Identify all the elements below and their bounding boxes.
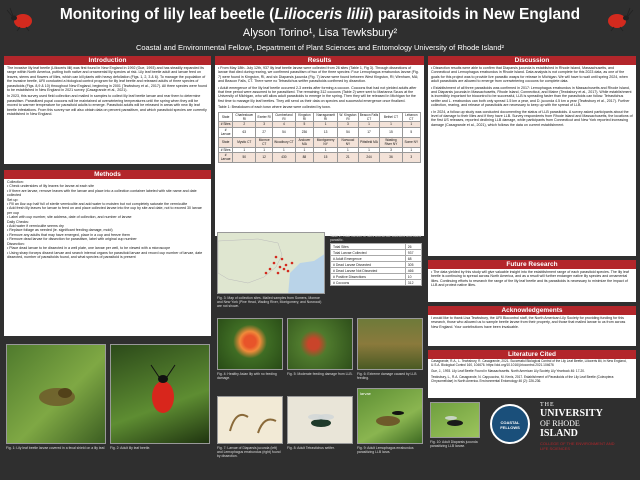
table2-value: 312 (405, 280, 421, 286)
table1-cell: 27 (256, 127, 273, 137)
uri-logo (540, 402, 636, 472)
table1-row (219, 137, 421, 147)
table2-value: 10 (405, 274, 421, 280)
table1-cell: State (219, 137, 233, 147)
table1-cell: 54 (338, 127, 359, 137)
fig4-photo (217, 318, 283, 370)
fig9-photo (357, 388, 423, 444)
table2-value: 68 (405, 256, 421, 262)
table1-cell: Exeter RI (256, 112, 273, 122)
table1-cell: 3 (402, 152, 420, 162)
larvae-label: larvae (360, 391, 371, 396)
table1-cell: 1 (256, 147, 273, 152)
table1-cell: # Sites (219, 147, 233, 152)
logo-line1: THE (540, 402, 555, 408)
table1-cell: 236 (295, 127, 313, 137)
table1-cell: 1 (314, 122, 338, 127)
table1-cell: 1 (358, 122, 380, 127)
literature-heading: Literature Cited (428, 350, 636, 359)
fig2-photo (110, 344, 210, 444)
intro-paragraph-1: The invasive lily leaf beetle (Lilioceris lilii) was first found in New England in 1992 (Gue, 1993) and has steadily expanded its range within North America, putting both native and ornamental lily species at risk. Lily leaf beetle adult and larvae feed on leaves, stems and flowers of lilies, which can kill plants with heavy defoliation (Figs. 1, 2, 3 & 6). To manage the population of the invasive beetle, URI conducted a biological control program for lily leaf beetle and released adults of three species of parasitoids (Figs. 8,9 & 10) throughout New England, beginning in 2001 (Tewksbury et al., 2017). All three species were found to be established in New England in 2021 survey (Casagrande et al., 2021). (7, 66, 207, 93)
table1-cell: 12 (256, 152, 273, 162)
table1-cell: Monroe CT (256, 137, 273, 147)
discussion-heading: Discussion (428, 56, 636, 65)
table1-cell: 17 (358, 127, 380, 137)
table2-caption: Table 2: Total number of sites and larvae collected and found parasitic. (330, 234, 422, 242)
table1-cell: Bethel CT (380, 112, 402, 122)
table2 (330, 243, 422, 286)
table2-label: # Dead Larvae Not Dissected (331, 268, 406, 274)
discussion-item: • In 2024, a follow-up study was conducted documenting the status of LLB parasitoids. A survey asked participants about the level of damage to their lilies and if they have LLB. Survey respondents from Rhode Island and Massachusetts, the locations of the first US releases, reported declining LLB damage, while participants from Connecticut and New York reported increasing damage (Casagrande et al., 2021), which follows the data on current establishment. (431, 109, 633, 127)
table1-cell: Norwood NY (338, 137, 359, 147)
fig10-caption: Fig. 10: Adult Diaparsis jucunda parasitizing LLB larvae. (430, 440, 478, 448)
methods-item: • Using sharp forceps dissect larvae and search internal organs for parasitoid larvae and record cup number of larvae, date dissected, number of parasitoids found, and what species of parasitoid is present (7, 250, 203, 259)
fig8-caption: Fig. 8: Adult Tetrastichus setifer. (287, 446, 335, 450)
fig4-caption: Fig. 4: Healthy Asian lily with no feeding damage. (217, 372, 277, 380)
table1-cell: 1 (358, 147, 380, 152)
table2-label: # Cocoons (331, 280, 406, 286)
table1-cell: 54 (273, 127, 296, 137)
table1-cell: Kingston RI (295, 112, 313, 122)
fig1-caption: Fig. 1: Lily leaf beetle larvae covered in a fecal shield on a lily leaf. (6, 446, 106, 450)
coastal-fellows-seal (490, 404, 530, 444)
methods-item: • If there are larvae, remove leaves with the larvae and place into a collection container labeled with site name and date collected (7, 188, 197, 198)
table2-value: 305 (405, 262, 421, 268)
table1-cell: 1 (295, 147, 313, 152)
methods-item: • Add water if vermiculite seems dry (7, 224, 64, 229)
discussion-item: • Establishment of all three parasitoids was confirmed in 2017: Lemophagus errabundus in Massachusetts and Rhode Island, and Diaparsis jucunda in Massachusetts, Rhode Island, Connecticut, and Maine (Tewksbury et al., 2017). While establishment is incredibly important for biocontrol to be successful, LLB is spreading faster than the parasitoids can follow. Tetrastichus setifer and L. errabundus can both only spread 1.5 km a year, and D. jucunda 4.5 km a year (Tewksbury et al., 2017). Further collection, rearing, and release of parasitoids are necessary to keep up with the spread of LLB. (431, 85, 632, 108)
methods-panel (4, 170, 211, 336)
table1-cell: 1 (402, 122, 420, 127)
fig7-photo (217, 396, 283, 444)
acknowledgements-heading: Acknowledgements (428, 306, 636, 315)
table1-cell: 2 (233, 122, 256, 127)
table2-label: # Dead Larvae Dissected (331, 262, 406, 268)
fig7-caption: Fig. 7: Larvae of Diaparsis jucunda (left) and Lemophagus errabundus (right) found by dissection. (217, 446, 281, 458)
poster-title (0, 6, 640, 24)
table1-caption: Table 1: Breakdown of each town where larvae were collected by town. (218, 105, 331, 110)
table1-row (219, 152, 421, 162)
methods-item: Dissection: (7, 241, 25, 246)
table1 (218, 112, 421, 163)
title-species: Lilioceris lilii (274, 6, 369, 23)
table1-cell: State (219, 112, 233, 122)
fig6-caption: Fig. 6: Extreme damage caused by LLB feeding. (357, 372, 417, 380)
table1-header-row (219, 112, 421, 122)
future-research-heading: Future Research (428, 260, 636, 269)
intro-paragraph-2: In 2023, this survey used field collection and mailed in samples to collect lily leaf beetle larvae and rear them to determine parasitism. Parasitized pupal cocoons will be maintained at overwintering temperatures until the spring when they will be moved to warmer temperature for parasitoid adults to emerge. Parasitoid adults will be released in areas with new lily leaf beetle infestations. From this survey we will also obtain data on percent parasitism, and which parasitoid species are currently established in New England. (7, 94, 207, 117)
table1-cell: Narragansett RI (314, 112, 338, 122)
table1-cell: 13 (314, 127, 338, 137)
methods-list (4, 179, 211, 260)
literature-item: Casagrande, R.A., L. Tewksbury, R. Casagrande, 2021. Successful Biological Control of the Lily Leaf Beetle, Lilioceris lilii, in New England, U.S.A. Biological Control 160, 104676. https://doi.org/10.1016/j.biocontrol.2021.104676 (431, 359, 627, 367)
table2-value: 937 (405, 250, 421, 256)
table1-cell: Cumberland RI (273, 112, 296, 122)
table2-label: Total Sites (331, 244, 406, 250)
table1-cell: 1 (338, 147, 359, 152)
table1-cell: # Larvae (219, 127, 233, 137)
table1-cell: Mystic CT (233, 137, 256, 147)
table2-value: 466 (405, 268, 421, 274)
title-suffix: ) parasitoids in New England (368, 6, 581, 23)
methods-item: • Fill an 8oz cup half full of sterile vermiculite and add water to moisten but not completely saturate the vermiculite (7, 202, 188, 207)
fig6-photo (357, 318, 423, 370)
fig5-photo (287, 318, 353, 370)
methods-item: • Replace foliage as needed (ie. significant feeding damage, mold) (7, 228, 113, 233)
beetle-icon-right (600, 6, 634, 32)
table1-cell: 4 (273, 122, 296, 127)
literature-panel (428, 350, 636, 398)
methods-item: Set up: (7, 197, 19, 202)
beetle-icon-left (6, 6, 40, 32)
table1-row (219, 127, 421, 137)
table1-cell: 50 (233, 152, 256, 162)
table2-block (330, 234, 422, 286)
table1-cell: 1 (314, 147, 338, 152)
methods-item: • Add fresh lily leaves for larvae to feed on and place collected larvae into the cup by site and date, not to exceed 30 larvae per cup (7, 206, 202, 215)
table1-cell: Pittsfield MA (358, 137, 380, 147)
table1-cell: 88 (295, 152, 313, 162)
logo-line3: OF RHODE (540, 419, 580, 428)
results-item: • From May 18th- July 12th, 937 lily leaf beetle larvae were collected from 26 sites (Table 1, Fig 3). Through dissections of larvae that died during rearing, we confirmed parasitism of two of the three species: Four Lemophagus errabundus larvae (Fig. 7) were found in Kingston, RI, and six Diaparsis jucunda (Fig. 7) larvae were found between West Kingston, RI; Wenham, MA; and Beacon Falls, CT. There were no Tetrastichus setifer parasitoids confirmed by dissection. (218, 66, 419, 84)
table1-cell: # Sites (219, 122, 233, 127)
table1-cell: 3 (256, 122, 273, 127)
logo-line2: UNIVERSITY (540, 408, 603, 419)
fig5-caption: Fig. 5: Moderate feeding damage from LLB. (287, 372, 353, 376)
introduction-panel (4, 56, 211, 164)
methods-item: • Remove any adults that may have emerged, place in a cup and freeze them (7, 232, 130, 237)
table1-cell: 21 (338, 152, 359, 162)
table1-cell: Andover MA (295, 137, 313, 147)
collection-site-map (217, 232, 325, 294)
table1-cell: 3 (380, 147, 402, 152)
table1-cell: 36 (380, 152, 402, 162)
table2-value: 26 (405, 244, 421, 250)
fig1-photo (6, 344, 106, 444)
table1-cell: 63 (233, 127, 256, 137)
methods-heading: Methods (4, 170, 211, 179)
table1-cell: Woodbury CT (273, 137, 296, 147)
table1-cell: Beacon Falls CT (359, 112, 379, 122)
future-research-panel (428, 260, 636, 302)
table1-cell: 5 (402, 127, 420, 137)
affiliation: Coastal and Environmental Fellow¹, Department of Plant Sciences and Entomology University of Rhode Island² (135, 43, 505, 52)
table1-cell: W. Kingston RI (339, 112, 357, 122)
discussion-panel (428, 56, 636, 256)
title-prefix: Monitoring of lily leaf beetle ( (59, 6, 275, 23)
fig3-caption: Fig. 3: Map of collection sites. Mailed samples from Somers, Monroe and New York (Pine Head, Wading River, Montgomery, and Norwood) are not shown. (217, 296, 322, 308)
table1-cell: Lebanon CT (402, 112, 420, 122)
table1-cell: Montgomery NY (314, 137, 338, 147)
discussion-item: • Dissection results were able to confirm that Diaparsis jucunda is established in Rhode Island, Massachusetts, and Connecticut and Lemophagus errabundus in Rhode Island. Data analysis is not complete for this 2023 data, as one of the goals for this project was to provide live parasitic wasps for release in Michigan. We will have to wait until spring 2024, when adult parasitoids are allowed to emerge from overwintering cocoons for complete data. (431, 66, 628, 84)
table2-label: # Adult Emergence (331, 256, 406, 262)
table1-cell: 1 (402, 147, 420, 152)
results-panel (215, 56, 424, 236)
seal-text: COASTAL FELLOWS (500, 420, 520, 430)
table1-cell: 5 (295, 122, 313, 127)
results-heading: Results (215, 56, 424, 65)
table1-cell: 430 (273, 152, 296, 162)
table1-cell: 15 (380, 127, 402, 137)
fig9-caption: Fig. 9: Adult Lemophagus errabundus parasitizing LLB larva. (357, 446, 414, 454)
authors: Alyson Torino¹, Lisa Tewksbury² (242, 27, 398, 39)
table1-cell: Charlestown RI (233, 112, 256, 122)
logo-sub: COLLEGE OF THE ENVIRONMENT AND LIFE SCIENCES (540, 441, 615, 451)
fig10-photo (430, 402, 480, 438)
table2-row (331, 280, 422, 286)
fig2-caption: Fig. 2: Adult lily leaf beetle. (110, 446, 151, 450)
acknowledgements-panel (428, 306, 636, 346)
logo-line4: ISLAND (540, 428, 578, 439)
table1-cell: # Larvae (219, 152, 233, 162)
table1-cell: 244 (358, 152, 380, 162)
methods-item: • Check undersides of lily leaves for larvae at each site (7, 184, 94, 189)
methods-item: Daily Checks: (7, 219, 29, 224)
table1-cell: 1 (273, 147, 296, 152)
results-item: • Adult emergence of the lily leaf beetle occurred 2-3 weeks after forming a cocoon. Cocoons that had not yielded adults after that time period were assumed to be parasitized. The remaining 312 cocoons (Table 2) were sent to Marianna Szucs at the University of Michigan, who will allow adult parasitoids to emerge in the spring. Then they will be released in Michigan for the first time to manage lily leaf beetles. They will send us their data on species and successful emergence once finalized. (218, 85, 417, 103)
literature-item: Tewksbury, L., R.A. Casagrande, N. Cappuccino, M. Kenis, 2017. Establishment of Parasitoids of the Lily Leaf Beetle (Coleoptera: Chrysomelidae) in North America. Environmental Entomology 46 (2): 226-236. (431, 374, 615, 383)
table2-label: Total Larvae Collected (331, 250, 406, 256)
methods-item: • Place dead larvae to be dissected in a well plate, one larvae per well, to be viewed with a microscope (7, 246, 171, 251)
literature-item: Gue, J., 1993. Lily Leaf Beetle Found in Massachusetts. North American Lily Society Lily Yearbook 46: 17-20. (431, 368, 585, 373)
table1-cell: 3 (338, 122, 359, 127)
table1-cell: Some NY (402, 137, 420, 147)
introduction-heading: Introduction (4, 56, 211, 65)
methods-item: Collection: (7, 180, 24, 184)
fig8-photo (287, 396, 353, 444)
table2-label: # Positive Dissections (331, 274, 406, 280)
table1-cell: 1 (380, 122, 402, 127)
methods-item: • Remove dead larvae for dissection for parasitism, label with original cup number (7, 237, 137, 242)
table1-cell: 1 (233, 147, 256, 152)
methods-item: • Label with cup number, site address, date of collection, and number of larvae (7, 215, 132, 220)
acknowledgements-text: I would like to thank Lisa Tewksbury, the URI Biocontrol staff, the North American Lily Society for providing funding for this research, those who allowed us to sample beetle larvae from their property, and those that mailed larvae to us from across New England. Your contributions have been invaluable. (431, 316, 626, 329)
table1-cell: 15 (314, 152, 338, 162)
future-item: • The data yielded by this study will give valuable insight into the establishment range of each parasitoid species. The lily leaf beetle is continuing to spread across North America, and as a result will further endanger native lily species and ornamental lilies. Continuing efforts to research the range of the lily leaf beetle and its parasitoids is necessary to minimize the impact of LLB and protect native lilies. (431, 270, 629, 288)
table1-cell: Wasting River NY (380, 137, 402, 147)
